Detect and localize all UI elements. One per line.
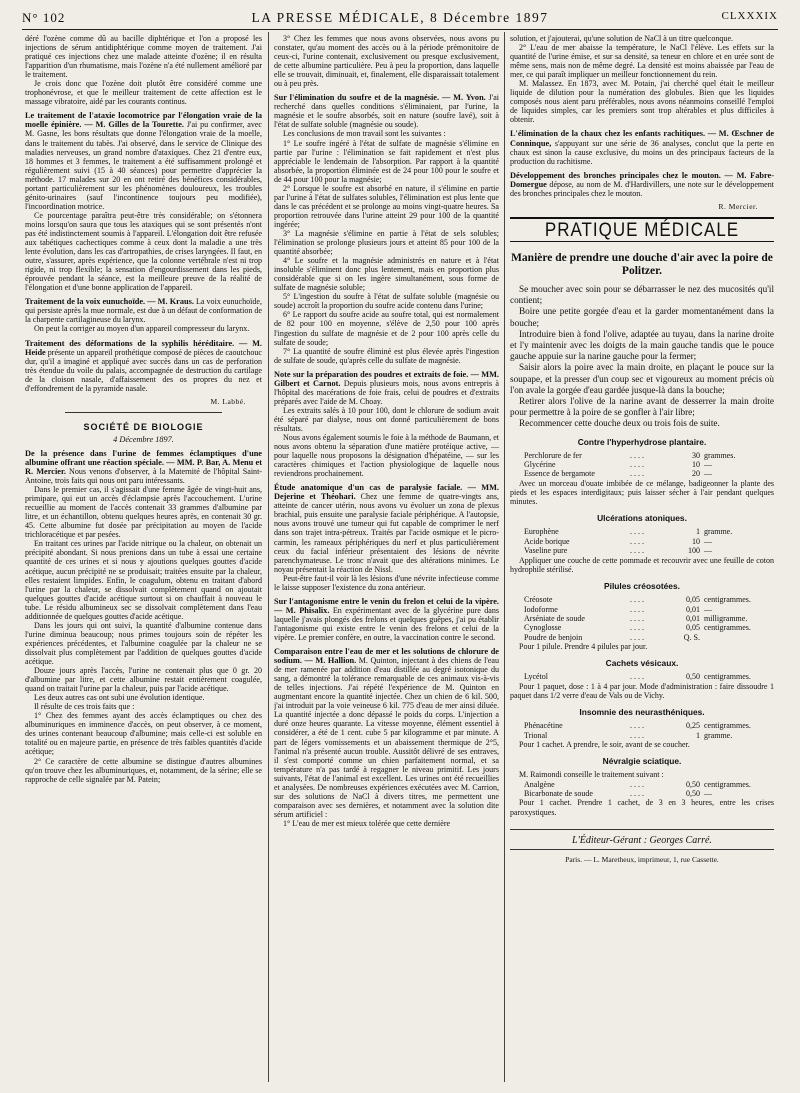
- prescription-table: [510, 527, 774, 555]
- prescription-title: Contre l'hyperhydrose plantaire.: [577, 436, 707, 447]
- leader-dots: . . . .: [630, 527, 644, 537]
- header-rule: [22, 29, 778, 30]
- article-body: J'ai recherché dans quelles conditions s'éliminaient, par l'urine, la magnésie et le soufre absorbés, soit en nature (soufre lavé), soit à l'état de sulfate soluble (magnésie ou soude).: [274, 93, 499, 130]
- ingredient-unit: —: [704, 788, 712, 798]
- leader-dots: . . . .: [630, 730, 644, 740]
- ingredient-quantity: 100: [688, 546, 700, 556]
- paragraph: En traitant ces urines par l'acide nitrique ou la chaleur, on obtenait un précipité abondant. Si nous prenions dans un tube à essai une certaine quantité de ces urines et si nous y ajoutions quelques gouttes d'acide acétique, aucun précipité ne se produisait; traitées ensuite par la chaleur, elles restaient limpides. Enfin, le coagulum, obtenu en traitant d'abord l'urine par la chaleur, se dissolvait complètement quand on ajoutait quelques gouttes d'acide acétique surtout si on chauffait à nouveau le tube. Le résidu albumineux sec se dissolvait complètement dans l'eau additionnée de quelques gouttes d'acide acétique.: [25, 539, 262, 621]
- leader-dots: . . . .: [630, 469, 644, 479]
- leader-dots: . . . .: [630, 450, 644, 460]
- ingredient-name: Analgène: [524, 779, 555, 789]
- ingredient-name: Trional: [524, 730, 548, 740]
- column-divider-2: [504, 32, 505, 1082]
- ingredient-quantity: 10: [692, 459, 700, 469]
- article-body: J'ai pu confirmer, avec M. Gasne, les bons résultats que donne l'élongation vraie de la moelle, dans le traitement du tabès. J'ai observé, dans le service de Clinique des maladies nerveuses, un grand nombre d'ataxiques. Chez 21 d'entre eux, 18 hommes et 3 femmes, le traitement a été suffisamment prolongé et régulièrement suivi (15 à 40 séances) pour permettre d'apprécier la méthode. 17 malades sur 20 en ont retiré des bénéfices considérables, portant particulièrement sur les phénomènes douloureux, les troubles génito-urinaires (sauf l'incontinence toujours peu modifiée), l'incoordination motrice.: [25, 120, 262, 211]
- article-body: La voix eunuchoïde, qui persiste après la mue normale, est due à un défaut de conformation de la charpente cartilagineuse du larynx.: [25, 297, 262, 325]
- prescription-note: Avec un morceau d'ouate imbibée de ce mélange, badigeonner la plante des pieds et les espaces interdigitaux; puis laisser sécher à l'air pendant quelques minutes.: [510, 478, 774, 507]
- prescription-row: [510, 721, 774, 730]
- paragraph: 2° Lorsque le soufre est absorbé en nature, il s'élimine en partie par l'urine à l'état de sulfates solubles, l'élimination est plus lente que dans le cas précédent et se prolonge au moins vingt-quatre heures. Sa proportion retrouvée dans l'urine atteint 29 pour 100 de la quantité ingérée;: [274, 183, 499, 229]
- article-heading: De la présence dans l'urine de femmes éclamptiques d'une albumine offrant une réaction spéciale. — MM. P. Bar, A. Menu et R. Mercier.: [25, 448, 262, 477]
- leader-dots: . . . .: [630, 779, 644, 789]
- leader-dots: . . . .: [630, 788, 644, 798]
- prescription-row: [510, 780, 774, 789]
- paragraph: Les conclusions de mon travail sont les suivantes :: [283, 129, 446, 139]
- prescription-table: [510, 721, 774, 740]
- prescription-row: [510, 789, 774, 798]
- step: Saisir alors la poire avec la main droite, en plaçant le pouce sur la soupape, et la presser d'un coup sec et vigoureux au moment précis où l'on avale la gorgée d'eau gardée jusque-là dans la bouche;: [510, 362, 774, 395]
- article-body: Depuis plusieurs mois, nous avons entrepris à l'hôpital des macérations de foie frais, celui de poudres et d'extraits préparés avec l'aide de M. Choay.: [274, 378, 499, 406]
- ingredient-name: Essence de bergamote: [524, 469, 595, 479]
- ingredient-unit: centigrammes.: [704, 595, 751, 605]
- prescription-table: [510, 451, 774, 479]
- prescription-title: Névralgie sciatique.: [602, 756, 682, 767]
- leader-dots: . . . .: [630, 459, 644, 469]
- ingredient-unit: milligramme.: [704, 613, 748, 623]
- ingredient-quantity: 1: [696, 730, 700, 740]
- leader-dots: . . . .: [630, 623, 644, 633]
- ingredient-name: Lycétol: [524, 672, 548, 682]
- article-heading: Note sur la préparation des poudres et extraits de foie. — MM. Gilbert et Carnot.: [274, 369, 499, 388]
- leader-dots: . . . .: [630, 721, 644, 731]
- ingredient-name: Poudre de benjoin: [524, 632, 583, 642]
- ingredient-name: Phénacétine: [524, 721, 563, 731]
- prescription-row: [510, 546, 774, 555]
- article-body: Nous venons d'observer, à la Maternité de l'hôpital Saint-Antoine, trois faits qui nous ont paru intéressants.: [25, 467, 262, 486]
- paragraph: Les extraits salés à 10 pour 100, dont le chlorure de sodium avait été séparé par dialyse, nous ont donné particulièrement de bons résultats.: [274, 405, 499, 433]
- ingredient-quantity: Q. S.: [683, 632, 700, 642]
- column-right: [510, 34, 774, 1079]
- politzer-steps: [510, 284, 774, 430]
- ingredient-name: Perchlorure de fer: [524, 450, 582, 460]
- paragraph: 7° La quantité de soufre éliminé est plus élevée après l'ingestion de sulfate de soude, qu'après celle du sulfate de magnésie.: [274, 346, 499, 365]
- paragraph: Les deux autres cas ont subi une évolution identique.: [34, 693, 205, 703]
- column-divider-1: [268, 32, 269, 1082]
- paragraph: Il résulte de ces trois faits que :: [34, 702, 135, 712]
- leader-dots: . . . .: [630, 613, 644, 623]
- prescription-row: [510, 469, 774, 478]
- paragraph: 4° Le soufre et la magnésie administrés en nature et à l'état insoluble s'éliminent donc plus lentement, mais en proportion plus considérable que si on les ingère simultanément, sous forme de sulfate de magnésie soluble;: [274, 256, 499, 293]
- step: Retirer alors l'olive de la narine avant de desserrer la main droite pour permettre à la poire de se gonfler à l'air libre;: [510, 395, 774, 418]
- ingredient-name: Bicarbonate de soude: [524, 788, 593, 798]
- author-signature: M. Labbé.: [210, 396, 246, 406]
- article-body: s'appuyant sur une série de 36 analyses, conclut que la perte en chaux est sinon la cause exclusive, du moins un des principaux facteurs de la production du rachitisme.: [510, 138, 774, 166]
- page-header: [22, 8, 778, 28]
- paragraph: On peut la corriger au moyen d'un appareil compresseur du larynx.: [34, 324, 250, 334]
- article-body: Chez une femme de quatre-vingts ans, atteinte de cancer utérin, nous avons vu évoluer un zona de plexus brachial, puis ensuite une paralysie faciale périphérique. A l'autopsie, nous avons trouvé une tumeur qui fut capable de comprimer le nerf dans son trajet intra-pétreux. Traités par l'acide osmique et le picro-carmin, les rameaux périphériques du nerf et plus particulièrement ceux du facial inférieur présentaient des lésions de névrite parenchymateuse. Le tronc n'avait que des altérations minimes. Le noyau présentait la réaction de Nissl.: [274, 492, 499, 574]
- ingredient-quantity: 1: [696, 527, 700, 537]
- prescription-row: [510, 614, 774, 623]
- paragraph: solution, et j'ajouterai, qu'une solution de NaCl à un titre quelconque.: [510, 34, 734, 43]
- article-heading: Sur l'élimination du soufre et de la magnésie. — M. Yvon.: [274, 93, 486, 103]
- ingredient-unit: —: [704, 469, 712, 479]
- ingredient-unit: centigrammes.: [704, 623, 751, 633]
- section-date: 4 Décembre 1897.: [113, 434, 174, 444]
- ingredient-unit: gramme.: [704, 527, 733, 537]
- prescription-title: Ulcérations atoniques.: [597, 513, 687, 524]
- prescription-note: Pour 1 cachet. A prendre, le soir, avant de se coucher.: [519, 740, 690, 750]
- article-body: présente un appareil prothétique composé de pièces de caoutchouc dur, qu'il a imaginé et appliqué avec succès dans un cas de perforation très étendue du voile du palais, accompagnée de destruction du cartilage de la cloison nasale, d'affaissement des os propres du nez et d'effondrement de la pyramide nasale.: [25, 347, 262, 393]
- article-body: dépose, au nom de M. d'Hardivillers, une note sur le développement des bronches principales chez le mouton.: [510, 179, 774, 198]
- paragraph: Dans les jours qui ont suivi, la quantité d'albumine contenue dans l'urine diminua beaucoup; nous primes toujours soin de répéter les expériences précédentes, et l'albumine coagulée par la chaleur ne se dissolvait plus complètement par l'addition de quelques gouttes d'acide acétique.: [25, 620, 262, 666]
- ingredient-quantity: 0,05: [686, 595, 700, 605]
- ingredient-quantity: 0,50: [686, 788, 700, 798]
- column-middle: [274, 34, 499, 1079]
- ingredient-quantity: 0,25: [686, 721, 700, 731]
- paragraph: Ce pourcentage paraîtra peut-être très considérable; on s'étonnera moins lorsqu'on saura que tous les ataxiques qui se sont présentés n'ont pas été indistinctement soumis à l'appareil. L'élongation doit être refusée aux tabétiques cachectiques comme à ceux dont la maladie a une très lente évolution, dans les cas d'artropathies, de crises laryngées. Il faut, en outre, s'assurer, après expérience, que la colonne vertébrale n'est ni trop rigide, ni trop flexible; la sensation d'engourdissement dans les pieds, éprouvée pendant la séance, est la meilleure preuve de la réalité de l'élongation et d'une bonne application de l'appareil.: [25, 210, 262, 293]
- section-title: PRATIQUE MÉDICALE: [544, 218, 740, 241]
- article-heading: Étude anatomique d'un cas de paralysie faciale. — MM. Dejerine et Théohari.: [274, 483, 499, 502]
- section-rule: [65, 412, 222, 413]
- prescription-note: Pour 1 cachet. Prendre 1 cachet, de 3 en 3 heures, entre les crises paroxystiques.: [510, 798, 774, 817]
- editor-line: L'Éditeur-Gérant : Georges Carré.: [510, 829, 774, 845]
- author-signature: R. Mercier.: [718, 201, 758, 211]
- prescription-note: Appliquer une couche de cette pommade et recouvrir avec une feuille de coton hydrophile stérilisé.: [510, 555, 774, 574]
- ingredient-unit: centigrammes.: [704, 779, 751, 789]
- prescription-row: [510, 460, 774, 469]
- ingredient-quantity: 0,01: [686, 613, 700, 623]
- paragraph: Nous avons également soumis le foie à la méthode de Baumann, et nous avons obtenu la séparation d'une matière protéique active, — pour laquelle nous proposons la désignation d'hépatéine, — sur les caractères chimiques et l'action physiologique de laquelle nous reviendrons prochainement.: [274, 433, 499, 479]
- ingredient-quantity: 0,05: [686, 623, 700, 633]
- paragraph: Peut-être faut-il voir là les lésions d'une névrite infectieuse comme le laisse supposer l'existence du zona antérieur.: [274, 573, 499, 592]
- article-heading: Sur l'antagonisme entre le venin du frelon et celui de la vipère. — M. Phisalix.: [274, 596, 499, 615]
- article-body: M. Quinton, injectant à des chiens de l'eau de mer ramenée par addition d'eau distillée au degré isotonique du sang, a démontré la tolérance remarquable de ces animaux vis-à-vis de telles injections. J'ai répété l'expérience de M. Quinton en augmentant encore la quantité injectée. Chez un chien de 6 kil. 500, j'ai introduit par la voie veineuse 6 kil. 775 d'eau de mer ainsi diluée. La quantité injectée a donc dépassé le poids du corps. L'injection a duré onze heures quarante. La vitesse moyenne, élément essentiel à considérer, a été de 1 cent. cube 5 par kilogramme et par minute. A part de légers vomissements et un abaissement thermique de 2°5, l'animal n'a présenté aucun trouble. Aussitôt délivré de ses entraves, il s'est comporté comme un chien parfaitement normal, et sa température n'a pas tardé à regagner le niveau primitif. Les jours suivants, l'état de l'animal est excellent. Les urines ont été recueillies et analysées. De nombreuses expériences exécutées avec M. Carrion, sur des solutions de NaCl à divers titres, me permettent une comparaison avec ses dernières, et notamment avec la solution dite sérum artificiel :: [274, 656, 499, 819]
- ingredient-quantity: 0,01: [686, 604, 700, 614]
- ingredient-quantity: 30: [692, 450, 700, 460]
- ingredient-name: Vaseline pure: [524, 546, 568, 556]
- paragraph: 1° Chez des femmes ayant des accès éclamptiques ou chez des albuminuriques en imminence d'accès, on peut observer, à ce moment, des urines contenant beaucoup d'albumine; mais celle-ci est soluble en totalité ou en majeure partie, en présence de très faibles quantités d'acide acétique;: [25, 711, 262, 757]
- ingredient-quantity: 0,50: [686, 672, 700, 682]
- prescription-title: Insomnie des neurasthéniques.: [579, 707, 705, 718]
- ingredient-unit: —: [704, 546, 712, 556]
- leader-dots: . . . .: [630, 632, 644, 642]
- step: Introduire bien à fond l'olive, adaptée au tuyau, dans la narine droite et l'y maintenir avec les doigts de la main gauche tandis que le pouce gauche appuie sur la narine gauche pour la fermer;: [510, 328, 774, 362]
- ingredient-quantity: 10: [692, 536, 700, 546]
- prescription-row: [510, 537, 774, 546]
- section-heading-biologie: SOCIÉTÉ DE BIOLOGIE: [83, 421, 204, 432]
- prescription-row: [510, 731, 774, 740]
- ingredient-name: Créosote: [524, 595, 553, 605]
- paragraph: 3° La magnésie s'élimine en partie à l'état de sels solubles; l'élimination se prolonge plusieurs jours et atteint 85 pour 100 de la quantité absorbée;: [274, 228, 499, 257]
- ingredient-name: Europhène: [524, 527, 559, 537]
- paragraph: déré l'ozène comme dû au bacille diphtérique et l'on a proposé les injections de sérum antidiphtérique comme moyen de traitement. J'ai pratiqué ces injections chez une malade atteinte d'ozène; il en résulta l'apparition d'un rhumatisme, mais l'ozène n'a été nullement amélioré par le traitement.: [25, 34, 262, 80]
- ingredient-unit: centigrammes.: [704, 672, 751, 682]
- step: Recommencer cette douche deux ou trois fois de suite.: [519, 418, 720, 429]
- ingredient-unit: —: [704, 459, 712, 469]
- prescription-note: Pour 1 paquet, dose : 1 à 4 par jour. Mode d'administration : faire dissoudre 1 paquet dans 1/2 verre d'eau de Vals ou de Vichy.: [510, 681, 774, 701]
- leader-dots: . . . .: [630, 604, 644, 614]
- prescription-intro: M. Raimondi conseille le traitement suivant :: [519, 770, 664, 780]
- prescription-row: [510, 527, 774, 536]
- ingredient-unit: grammes.: [704, 450, 736, 460]
- prescription-table: [510, 780, 774, 799]
- paragraph: 3° Chez les femmes que nous avons observées, nous avons pu constater, qu'au moment des accès ou à la période prémonitoire de ceux-ci, l'urine contenait, exclusivement ou presque exclusivement, de cette albumine particulière. Peu à peu la proportion, dans laquelle elle se trouvait, diminuait, et, finalement, elle disparaissait totalement ou à peu près.: [274, 34, 499, 89]
- prescription-table: [510, 672, 774, 681]
- ingredient-unit: centigrammes.: [704, 721, 751, 731]
- article-heading: Comparaison entre l'eau de mer et les solutions de chlorure de sodium. — M. Hallion.: [274, 647, 499, 666]
- ingredient-name: Acide borique: [524, 536, 570, 546]
- paragraph: 1° Le soufre ingéré à l'état de sulfate de magnésie s'élimine en partie par l'urine : l'élimination se fait rapidement et n'est plus appréciable le lendemain de l'absorption. Par rapport à la quantité absorbée, la proportion éliminée est de 24 pour 100 pour le soufre et de 44 pour 100 pour la magnésie;: [274, 138, 499, 184]
- ingredient-unit: —: [704, 536, 712, 546]
- ingredient-name: Iodoforme: [524, 604, 558, 614]
- ingredient-name: Arséniate de soude: [524, 613, 585, 623]
- paragraph: Douze jours après l'accès, l'urine ne contenait plus que 0 gr. 20 d'albumine par litre, et cette albumine restait entièrement coagulée, quand on traitait l'urine par la chaleur, puis par l'acide acétique.: [25, 666, 262, 694]
- ingredient-unit: gramme.: [704, 730, 733, 740]
- leader-dots: . . . .: [630, 546, 644, 556]
- leader-dots: . . . .: [630, 536, 644, 546]
- ingredient-quantity: 0,50: [686, 779, 700, 789]
- prescription-title: Cachets vésicaux.: [605, 658, 679, 669]
- printer-line: Paris. — L. Maretheux, imprimeur, 1, rue Cassette.: [510, 849, 774, 864]
- paragraph: 1° L'eau de mer est mieux tolérée que cette dernière: [283, 818, 451, 828]
- prescription-row: [510, 672, 774, 681]
- ingredient-unit: [704, 633, 774, 642]
- paragraph: 2° Ce caractère de cette albumine se distingue d'autres albumines qu'on trouve chez les albuminuriques, et, notamment, de la sérine; elle se rapproche de celle signalée par M. Patein;: [25, 756, 262, 784]
- prescription-row: [510, 623, 774, 632]
- prescription-title: Pilules créosotées.: [604, 581, 680, 592]
- paragraph: M. Malassez. En 1873, avec M. Potain, j'ai cherché quel était le meilleur liquide de dilution pour la numération des globules. Bien que les liquides composés nous aient paru préférables, nous avons néanmoins conseillé l'emploi de liquides simples, car les premiers sont trop altérables et plus difficiles à obtenir.: [510, 79, 774, 125]
- article-heading: L'élimination de la chaux chez les enfants rachitiques. — M. Œschner de Conninque,: [510, 129, 774, 148]
- paragraph: 2° L'eau de mer abaisse la température, le NaCl l'élève. Les effets sur la quantité de l'urine émise, et sur sa densité, sa teneur en chlore et en urée sont de même sens, mais non de même degré. La densité est moins abaissée par l'eau de mer, ce qui paraît impliquer un meilleur fonctionnement du rein.: [510, 43, 774, 80]
- ingredient-unit: —: [704, 604, 712, 614]
- paragraph: Dans le premier cas, il s'agissait d'une femme âgée de vingt-huit ans, primipare, qui eut un accès d'éclampsie après l'accouchement. L'urine recueillie au moment de l'accès contenait 33 grammes d'albumine par litre, et un échantillon, obtenu quelques heures après, en contenait 30 gr. 45. Cette albumine fut dosée par précipitation au moyen de l'acide trichloracétique et par pesées.: [25, 485, 262, 540]
- step: Se moucher avec soin pour se débarrasser le nez des mucosités qu'il contient;: [510, 283, 774, 306]
- prescription-row: [510, 633, 774, 642]
- column-left: [25, 34, 262, 1079]
- prescription-row: [510, 605, 774, 614]
- article-heading: Le traitement de l'ataxie locomotrice par l'élongation vraie de la moelle épinière. — M. Gilles de la Tourette.: [25, 111, 262, 130]
- leader-dots: . . . .: [630, 595, 644, 605]
- page-number: CLXXXIX: [721, 10, 778, 22]
- prescription-table: [510, 595, 774, 642]
- prescription-note: Pour 1 pilule. Prendre 4 pilules par jour.: [519, 642, 648, 652]
- article-heading: Développement des bronches principales chez le mouton. — M. Fabre-Domergue: [510, 170, 774, 189]
- issue-number: N° 102: [22, 10, 66, 25]
- pratique-medicale-banner: [510, 217, 774, 242]
- masthead-title: LA PRESSE MÉDICALE, 8 Décembre 1897: [251, 10, 549, 25]
- ingredient-name: Cynoglosse: [524, 623, 562, 633]
- ingredient-quantity: 20: [692, 469, 700, 479]
- prescription-row: [510, 451, 774, 460]
- step: Boire une petite gorgée d'eau et la garder momentanément dans la bouche;: [510, 306, 774, 328]
- article-body: En expérimentant avec de la glycérine pure dans laquelle j'avais plongés des frelons et quelques guêpes, j'ai pu établir l'antagonisme qui existe entre le venin des frelons et celui de la vipère. Le premier confère, en outre, la vaccination contre le second.: [274, 605, 499, 642]
- paragraph: 5° L'ingestion du soufre à l'état de sulfate soluble (magnésie ou soude) accroît la proportion du soufre acide contenu dans l'urine;: [274, 292, 499, 311]
- article-heading: Traitement de la voix eunuchoïde. — M. Kraus.: [25, 297, 194, 307]
- paragraph: Je crois donc que l'ozène doit plutôt être considéré comme une trophonévrose, et que le meilleur traitement de cette affection est le massage vibratoire, aidé par les courants continus.: [25, 79, 262, 107]
- paragraph: 6° Le rapport du soufre acide au soufre total, qui est normalement de 82 pour 100 en moyenne, s'élève de 2,50 pour 100 après l'ingestion du sulfate de magnésie et de 2 pour 100 après celle du sulfate de soude;: [274, 310, 499, 347]
- article-title-politzer: Manière de prendre une douche d'air avec la poire de Politzer.: [511, 251, 773, 277]
- leader-dots: . . . .: [630, 672, 644, 682]
- article-heading: Traitement des déformations de la syphilis héréditaire. — M. Heide: [25, 338, 262, 357]
- prescription-row: [510, 595, 774, 604]
- ingredient-name: Glycérine: [524, 459, 556, 469]
